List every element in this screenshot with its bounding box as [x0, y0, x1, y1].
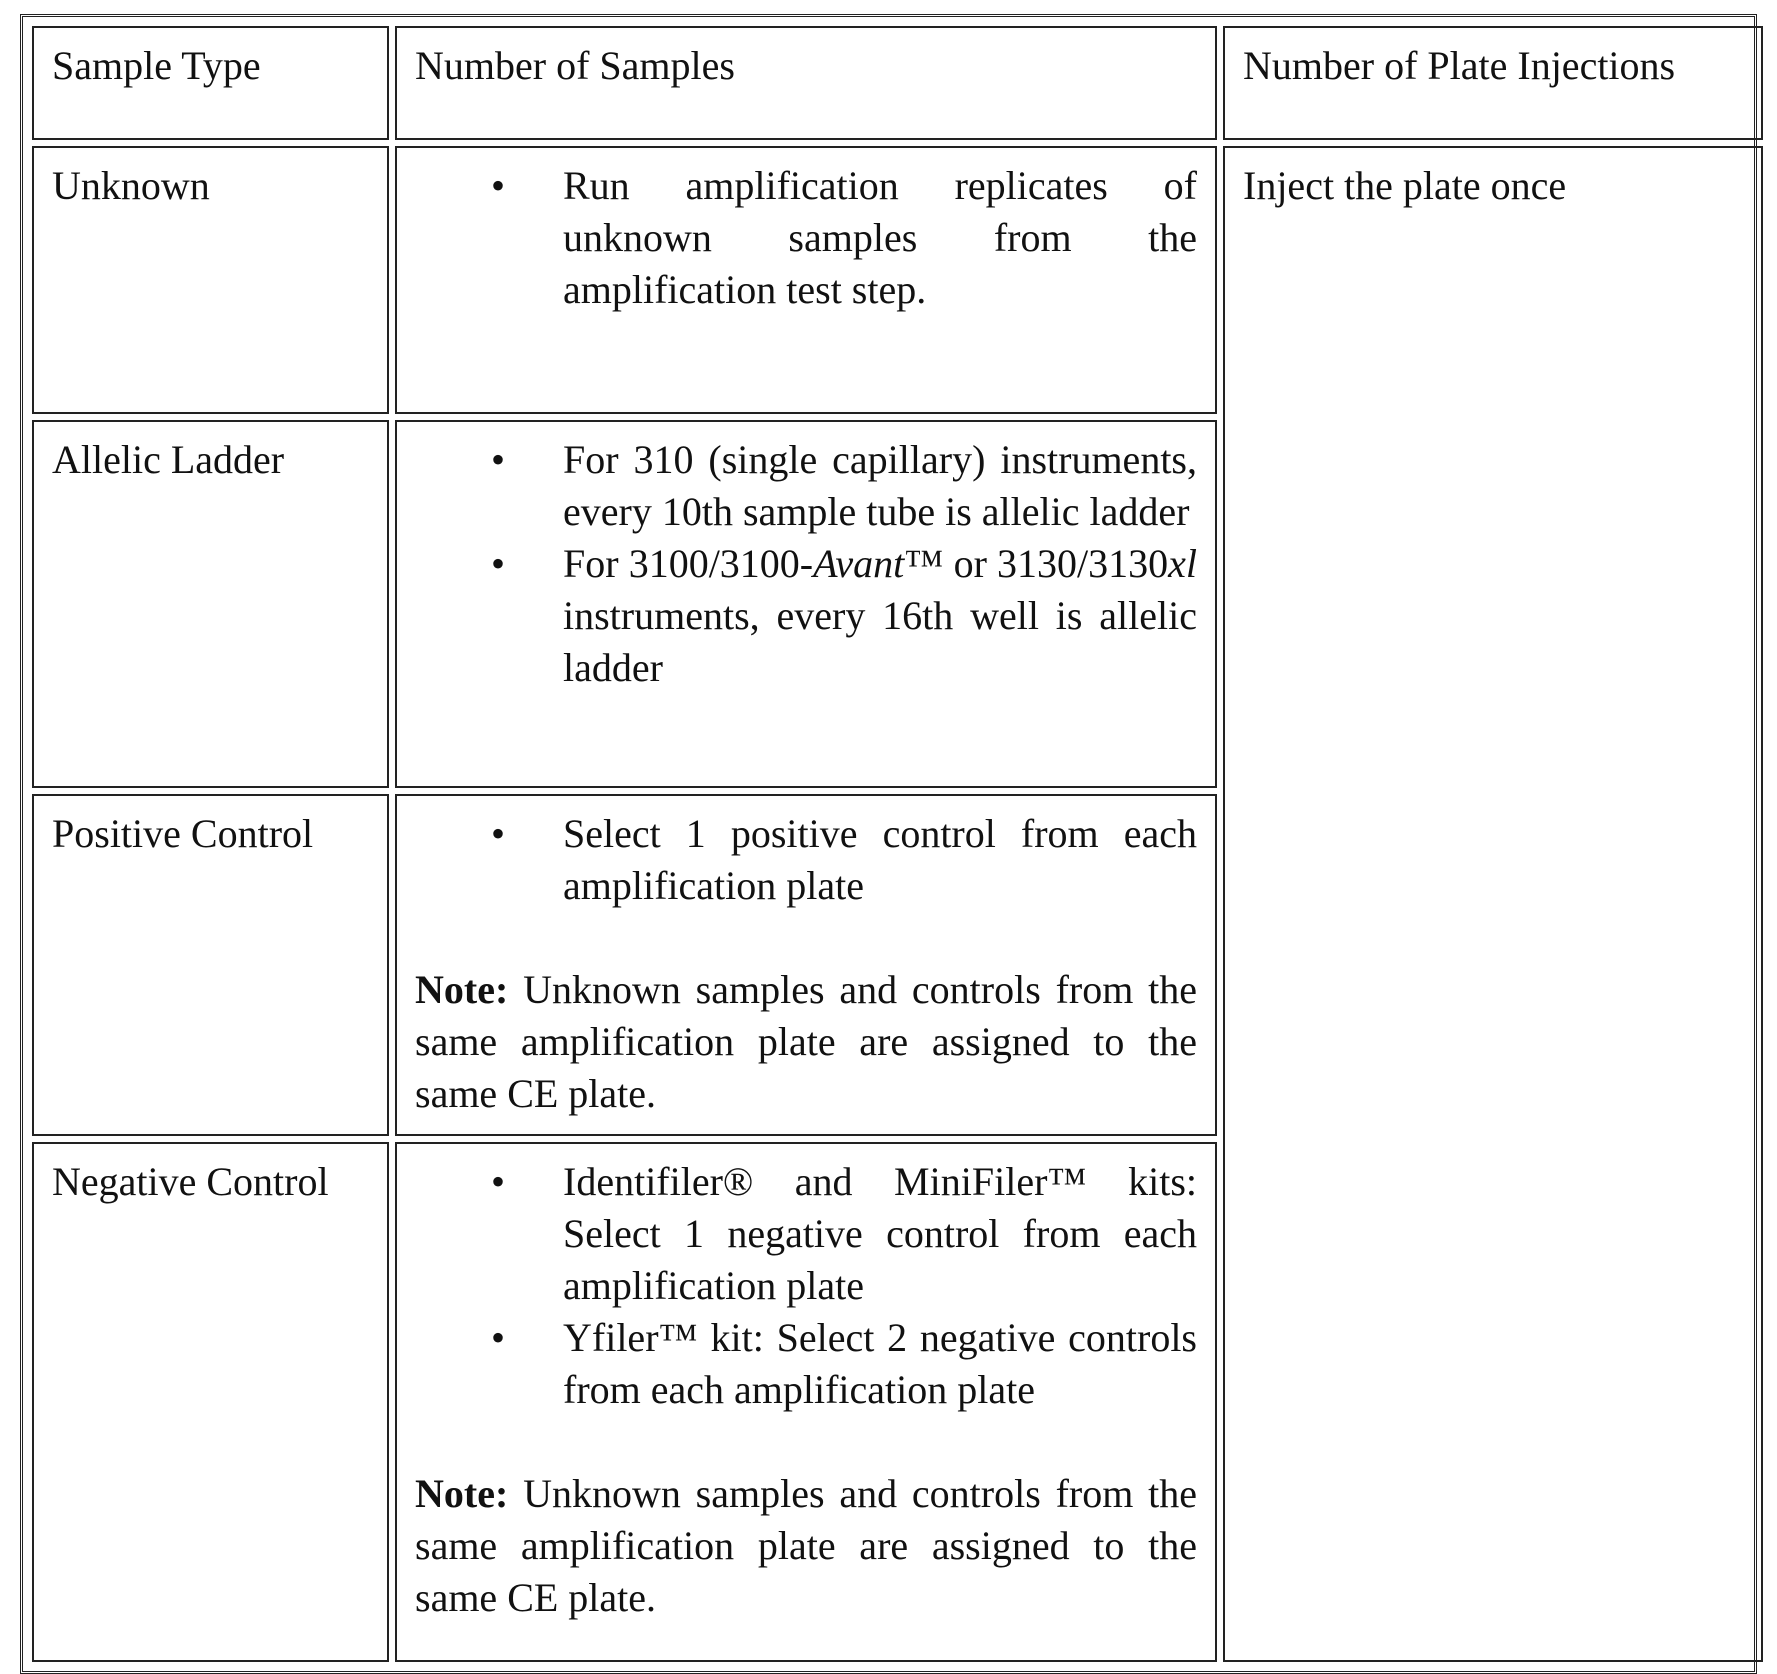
note-text: Unknown samples and controls from the same amplification plate are assigned to the same CE plate.: [415, 1471, 1197, 1620]
number-of-samples-cell: [395, 420, 1217, 788]
note: [415, 1468, 1197, 1624]
sample-type-cell: Allelic Ladder: [32, 420, 389, 788]
number-of-samples-cell: [395, 146, 1217, 414]
bullet-item: • Identifiler® and MiniFiler™ kits: Select 1 negative control from each amplification plate: [563, 1156, 1197, 1312]
bullet-item: • Run amplification replicates of unknown samples from the amplification test step.: [563, 160, 1197, 316]
sample-injection-table-frame: [20, 14, 1757, 1674]
sample-type-cell: Negative Control: [32, 1142, 389, 1662]
bullet-text-italic: Avant: [813, 541, 905, 586]
number-of-samples-cell: [395, 794, 1217, 1136]
note-text: Unknown samples and controls from the same amplification plate are assigned to the same CE plate.: [415, 967, 1197, 1116]
header-number-of-samples: Number of Samples: [395, 26, 1217, 140]
note-label: Note:: [415, 967, 509, 1012]
note-label: Note:: [415, 1471, 509, 1516]
bullet-text-italic: xl: [1168, 541, 1198, 586]
sample-type-cell: Unknown: [32, 146, 389, 414]
bullet-list: [415, 160, 1197, 316]
bullet-list: [415, 1156, 1197, 1416]
bullet-list: [415, 434, 1197, 694]
bullet-text: ™ or 3130/3130: [904, 541, 1169, 586]
bullet-list: [415, 808, 1197, 912]
sample-injection-table: [26, 20, 1769, 1668]
bullet-text: instruments, every 16th well is allelic ladder: [563, 593, 1197, 690]
number-of-samples-cell: [395, 1142, 1217, 1662]
bullet-item: • Select 1 positive control from each amplification plate: [563, 808, 1197, 912]
sample-type-cell: Positive Control: [32, 794, 389, 1136]
bullet-item: • Yfiler™ kit: Select 2 negative controls from each amplification plate: [563, 1312, 1197, 1416]
plate-injections-cell: Inject the plate once: [1223, 146, 1763, 1662]
table-header-row: [32, 26, 1763, 140]
bullet-item: • For 310 (single capillary) instruments, every 10th sample tube is allelic ladder: [563, 434, 1197, 538]
note: [415, 964, 1197, 1120]
header-number-of-plate-injections: Number of Plate Injections: [1223, 26, 1763, 140]
bullet-text: For 3100/3100-: [563, 541, 814, 586]
header-sample-type: Sample Type: [32, 26, 389, 140]
table-row-unknown: [32, 146, 1763, 414]
bullet-item: [563, 538, 1197, 694]
